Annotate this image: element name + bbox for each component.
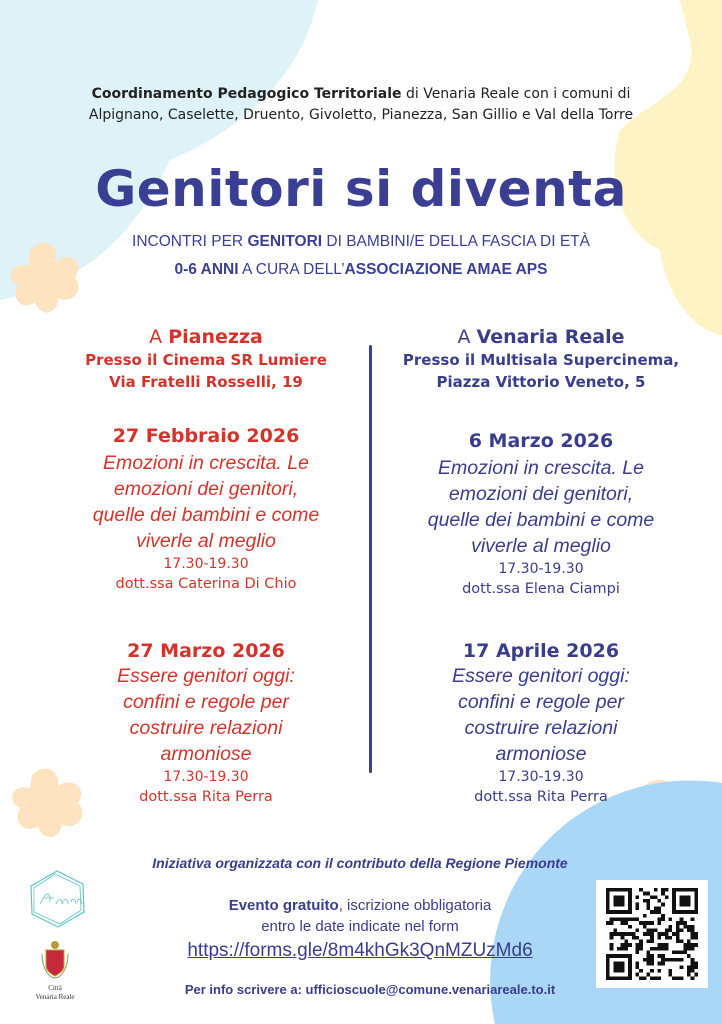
qr-module bbox=[650, 969, 654, 973]
qr-module bbox=[687, 947, 691, 951]
qr-module bbox=[665, 936, 669, 940]
qr-module bbox=[654, 928, 658, 932]
qr-module bbox=[665, 958, 669, 962]
qr-module bbox=[680, 940, 684, 944]
qr-module bbox=[635, 928, 639, 932]
qr-module bbox=[624, 947, 628, 951]
qr-module bbox=[632, 932, 636, 936]
qr-module bbox=[658, 962, 662, 966]
qr-module bbox=[650, 936, 654, 940]
qr-module bbox=[687, 940, 691, 944]
qr-module bbox=[646, 962, 650, 966]
qr-module bbox=[683, 925, 687, 929]
qr-module bbox=[691, 943, 695, 947]
qr-module bbox=[639, 921, 643, 925]
qr-module bbox=[606, 921, 610, 925]
header-line2: Alpignano, Caselette, Druento, Givoletto, Pianezza, San Gillio e Val della Torre bbox=[88, 107, 634, 123]
qr-module bbox=[691, 936, 695, 940]
qr-module bbox=[643, 976, 647, 980]
qr-module bbox=[643, 892, 647, 896]
qr-module bbox=[661, 947, 665, 951]
qr-module bbox=[635, 936, 639, 940]
qr-module bbox=[650, 910, 654, 914]
qr-module bbox=[650, 928, 654, 932]
column-venaria-reale bbox=[376, 325, 706, 393]
qr-module bbox=[683, 921, 687, 925]
qr-module bbox=[635, 917, 639, 921]
registration-text: , iscrizione obbligatoria bbox=[338, 897, 492, 914]
crest-icon bbox=[40, 940, 70, 980]
registration-note bbox=[100, 895, 620, 937]
qr-module bbox=[676, 921, 680, 925]
qr-module bbox=[672, 932, 676, 936]
qr-module bbox=[635, 947, 639, 951]
qr-module bbox=[643, 914, 647, 918]
qr-module bbox=[646, 954, 650, 958]
qr-module bbox=[691, 917, 695, 921]
qr-module bbox=[680, 958, 684, 962]
qr-module bbox=[691, 958, 695, 962]
qr-module bbox=[694, 973, 698, 977]
qr-module bbox=[617, 932, 621, 936]
qr-module bbox=[635, 951, 639, 955]
qr-module bbox=[665, 895, 669, 899]
event-time: 17.30-19.30 bbox=[498, 769, 584, 785]
qr-module bbox=[669, 936, 673, 940]
city-crest-logo bbox=[30, 940, 80, 1002]
page-title: Genitori si diventa bbox=[95, 160, 627, 218]
qr-module bbox=[617, 947, 621, 951]
qr-module bbox=[624, 940, 628, 944]
qr-module bbox=[635, 943, 639, 947]
qr-module bbox=[628, 917, 632, 921]
event-topic: confini e regole per bbox=[123, 691, 289, 713]
qr-module bbox=[632, 936, 636, 940]
qr-module bbox=[650, 958, 654, 962]
city-logo-text: Città bbox=[48, 984, 62, 992]
event-topic: Emozioni in crescita. Le bbox=[438, 457, 644, 479]
qr-module bbox=[665, 932, 669, 936]
qr-module bbox=[691, 932, 695, 936]
event-topic: confini e regole per bbox=[458, 691, 624, 713]
event-speaker: dott.ssa Caterina Di Chio bbox=[115, 576, 297, 592]
qr-module bbox=[683, 951, 687, 955]
qr-module bbox=[650, 962, 654, 966]
event-time: 17.30-19.30 bbox=[163, 769, 249, 785]
qr-module bbox=[661, 914, 665, 918]
qr-module bbox=[680, 928, 684, 932]
qr-module bbox=[646, 906, 650, 910]
qr-module bbox=[650, 940, 654, 944]
qr-module bbox=[646, 921, 650, 925]
qr-module bbox=[654, 976, 658, 980]
qr-module bbox=[691, 965, 695, 969]
event-topic: Essere genitori oggi: bbox=[452, 665, 630, 687]
qr-module bbox=[694, 962, 698, 966]
column-pianezza bbox=[41, 325, 371, 393]
qr-module bbox=[613, 928, 617, 932]
qr-module bbox=[624, 932, 628, 936]
city-heading bbox=[376, 325, 706, 349]
qr-module bbox=[646, 958, 650, 962]
qr-module bbox=[687, 928, 691, 932]
qr-module bbox=[687, 969, 691, 973]
qr-module bbox=[650, 921, 654, 925]
qr-module bbox=[624, 917, 628, 921]
qr-module bbox=[643, 925, 647, 929]
qr-module bbox=[676, 976, 680, 980]
event-card bbox=[41, 424, 371, 594]
qr-module bbox=[646, 973, 650, 977]
event-card bbox=[41, 639, 371, 807]
qr-module bbox=[694, 932, 698, 936]
qr-module bbox=[639, 976, 643, 980]
qr-module bbox=[691, 962, 695, 966]
qr-module bbox=[650, 895, 654, 899]
event-topic: armoniose bbox=[160, 743, 252, 765]
event-card bbox=[376, 429, 706, 599]
event-topic: costruire relazioni bbox=[464, 717, 618, 739]
qr-module bbox=[650, 932, 654, 936]
header-rest: di Venaria Reale con i comuni di bbox=[401, 86, 631, 102]
qr-module bbox=[658, 943, 662, 947]
event-topic: armoniose bbox=[495, 743, 587, 765]
free-event-label: Evento gratuito bbox=[228, 897, 339, 914]
qr-module bbox=[650, 954, 654, 958]
qr-module bbox=[617, 917, 621, 921]
qr-module bbox=[624, 921, 628, 925]
qr-module bbox=[661, 917, 665, 921]
city-name: Pianezza bbox=[168, 326, 263, 348]
event-date: 27 Febbraio 2026 bbox=[112, 425, 300, 447]
qr-module bbox=[691, 969, 695, 973]
qr-module bbox=[658, 969, 662, 973]
qr-module bbox=[654, 947, 658, 951]
qr-module bbox=[646, 951, 650, 955]
qr-module bbox=[669, 969, 673, 973]
qr-module bbox=[650, 947, 654, 951]
event-time: 17.30-19.30 bbox=[163, 556, 249, 572]
qr-module bbox=[610, 936, 614, 940]
qr-module bbox=[669, 928, 673, 932]
address-line: Presso il Cinema SR Lumiere bbox=[85, 351, 327, 369]
qr-module bbox=[639, 940, 643, 944]
qr-code[interactable] bbox=[596, 880, 708, 988]
qr-module bbox=[639, 888, 643, 892]
info-email[interactable]: Per info scrivere a: ufficioscuole@comune.venariareale.to.it bbox=[184, 982, 556, 997]
qr-module bbox=[654, 910, 658, 914]
qr-module bbox=[665, 888, 669, 892]
qr-module bbox=[691, 925, 695, 929]
qr-module bbox=[676, 951, 680, 955]
form-link[interactable]: https://forms.gle/8m4khGk3QnMZUzMd6 bbox=[187, 940, 533, 961]
qr-module bbox=[654, 888, 658, 892]
city-name: Venaria Reale bbox=[476, 326, 625, 348]
sponsor-note: Iniziativa organizzata con il contributo della Regione Piemonte bbox=[152, 855, 568, 871]
event-topic: quelle dei bambini e come bbox=[427, 509, 655, 531]
qr-module bbox=[610, 917, 614, 921]
qr-module bbox=[669, 973, 673, 977]
event-card bbox=[376, 639, 706, 807]
qr-module bbox=[658, 906, 662, 910]
event-date: 17 Aprile 2026 bbox=[462, 640, 620, 662]
qr-module bbox=[658, 936, 662, 940]
qr-module bbox=[613, 932, 617, 936]
address-line: Via Fratelli Rosselli, 19 bbox=[109, 373, 303, 391]
qr-module bbox=[646, 903, 650, 907]
qr-module bbox=[635, 965, 639, 969]
qr-module bbox=[646, 892, 650, 896]
form-link-wrap bbox=[100, 940, 620, 962]
amae-logo bbox=[26, 868, 88, 930]
event-topic: viverle al meglio bbox=[471, 535, 611, 557]
qr-module bbox=[680, 917, 684, 921]
qr-module bbox=[694, 965, 698, 969]
qr-module bbox=[646, 899, 650, 903]
qr-module bbox=[628, 925, 632, 929]
qr-module bbox=[665, 947, 669, 951]
qr-module bbox=[683, 947, 687, 951]
qr-module bbox=[680, 895, 691, 906]
qr-module bbox=[661, 958, 665, 962]
qr-module bbox=[610, 943, 614, 947]
qr-module bbox=[646, 928, 650, 932]
qr-module bbox=[643, 899, 647, 903]
qr-module bbox=[680, 951, 684, 955]
qr-module bbox=[694, 936, 698, 940]
subtitle-part: GENITORI bbox=[247, 233, 323, 250]
qr-module bbox=[635, 895, 639, 899]
subtitle-part: DI BAMBINI/E DELLA FASCIA DI ETÀ bbox=[322, 233, 590, 250]
qr-module bbox=[650, 976, 654, 980]
qr-module bbox=[658, 917, 662, 921]
qr-module bbox=[658, 954, 662, 958]
qr-module bbox=[658, 899, 662, 903]
qr-module bbox=[621, 943, 625, 947]
qr-module bbox=[665, 928, 669, 932]
qr-module bbox=[676, 932, 680, 936]
qr-module bbox=[672, 958, 676, 962]
qr-module bbox=[628, 932, 632, 936]
qr-module bbox=[680, 965, 684, 969]
qr-module bbox=[687, 943, 691, 947]
event-time: 17.30-19.30 bbox=[498, 561, 584, 577]
qr-module bbox=[680, 976, 684, 980]
qr-module bbox=[635, 962, 639, 966]
qr-module bbox=[661, 888, 665, 892]
qr-module bbox=[658, 910, 662, 914]
qr-module bbox=[672, 951, 676, 955]
event-topic: viverle al meglio bbox=[136, 530, 276, 552]
qr-module bbox=[610, 947, 614, 951]
registration-deadline: entro le date indicate nel form bbox=[261, 918, 459, 935]
subtitle-part: 0-6 ANNI bbox=[174, 261, 239, 278]
qr-module bbox=[635, 906, 639, 910]
event-speaker: dott.ssa Elena Ciampi bbox=[462, 581, 620, 597]
qr-module bbox=[694, 943, 698, 947]
event-speaker: dott.ssa Rita Perra bbox=[474, 789, 608, 805]
qr-module bbox=[639, 969, 643, 973]
qr-module bbox=[621, 936, 625, 940]
city-heading bbox=[41, 325, 371, 349]
qr-module bbox=[661, 943, 665, 947]
qr-module bbox=[632, 917, 636, 921]
qr-module bbox=[661, 962, 665, 966]
qr-module bbox=[676, 928, 680, 932]
qr-module bbox=[646, 932, 650, 936]
qr-module bbox=[676, 958, 680, 962]
subtitle-part: A CURA DELL’ bbox=[238, 261, 345, 278]
event-topic: emozioni dei genitori, bbox=[448, 483, 634, 505]
qr-module bbox=[639, 947, 643, 951]
event-topic: Emozioni in crescita. Le bbox=[103, 452, 309, 474]
qr-module bbox=[621, 917, 625, 921]
qr-module bbox=[691, 947, 695, 951]
qr-module bbox=[691, 928, 695, 932]
qr-module bbox=[669, 958, 673, 962]
address-line: Presso il Multisala Supercinema, bbox=[402, 351, 680, 369]
qr-module bbox=[621, 932, 625, 936]
qr-module bbox=[661, 892, 665, 896]
qr-module bbox=[646, 940, 650, 944]
qr-module bbox=[676, 940, 680, 944]
qr-module bbox=[635, 973, 639, 977]
event-topic: quelle dei bambini e come bbox=[92, 504, 320, 526]
qr-module bbox=[610, 932, 614, 936]
qr-module bbox=[687, 954, 691, 958]
qr-module bbox=[643, 921, 647, 925]
city-prefix: A bbox=[149, 326, 169, 348]
subtitle-part: ASSOCIAZIONE AMAE APS bbox=[344, 261, 548, 278]
qr-module bbox=[654, 895, 658, 899]
qr-module bbox=[658, 921, 662, 925]
qr-module bbox=[687, 925, 691, 929]
qr-module bbox=[624, 943, 628, 947]
qr-module bbox=[672, 976, 676, 980]
qr-module bbox=[661, 932, 665, 936]
qr-module bbox=[661, 954, 665, 958]
qr-module bbox=[613, 962, 624, 973]
qr-module bbox=[669, 925, 673, 929]
qr-module bbox=[635, 903, 639, 907]
address-line: Piazza Vittorio Veneto, 5 bbox=[436, 373, 646, 391]
header-bold: Coordinamento Pedagogico Territoriale bbox=[91, 86, 402, 102]
qr-module bbox=[613, 917, 617, 921]
qr-module bbox=[621, 947, 625, 951]
event-date: 27 Marzo 2026 bbox=[127, 640, 285, 662]
qr-module bbox=[613, 895, 624, 906]
qr-module bbox=[691, 976, 695, 980]
qr-module bbox=[669, 917, 673, 921]
event-topic: Essere genitori oggi: bbox=[117, 665, 295, 687]
city-logo-text: Venaria Reale bbox=[35, 993, 75, 1001]
qr-module bbox=[676, 936, 680, 940]
event-date: 6 Marzo 2026 bbox=[468, 430, 614, 452]
qr-module bbox=[680, 921, 684, 925]
qr-module bbox=[654, 906, 658, 910]
qr-module bbox=[665, 943, 669, 947]
subtitle-part: INCONTRI PER bbox=[132, 233, 248, 250]
city-prefix: A bbox=[457, 326, 477, 348]
qr-module bbox=[683, 943, 687, 947]
qr-module bbox=[610, 921, 614, 925]
event-speaker: dott.ssa Rita Perra bbox=[139, 789, 273, 805]
event-topic: emozioni dei genitori, bbox=[113, 478, 299, 500]
qr-module bbox=[658, 932, 662, 936]
qr-module bbox=[687, 965, 691, 969]
qr-module bbox=[661, 903, 665, 907]
qr-module bbox=[628, 943, 632, 947]
event-topic: costruire relazioni bbox=[129, 717, 283, 739]
header bbox=[0, 84, 722, 126]
qr-module bbox=[658, 947, 662, 951]
qr-module bbox=[676, 925, 680, 929]
qr-module bbox=[687, 973, 691, 977]
subtitle bbox=[0, 228, 722, 284]
qr-module bbox=[621, 921, 625, 925]
qr-module bbox=[658, 976, 662, 980]
qr-module bbox=[643, 958, 647, 962]
qr-module bbox=[643, 932, 647, 936]
qr-module bbox=[639, 943, 643, 947]
